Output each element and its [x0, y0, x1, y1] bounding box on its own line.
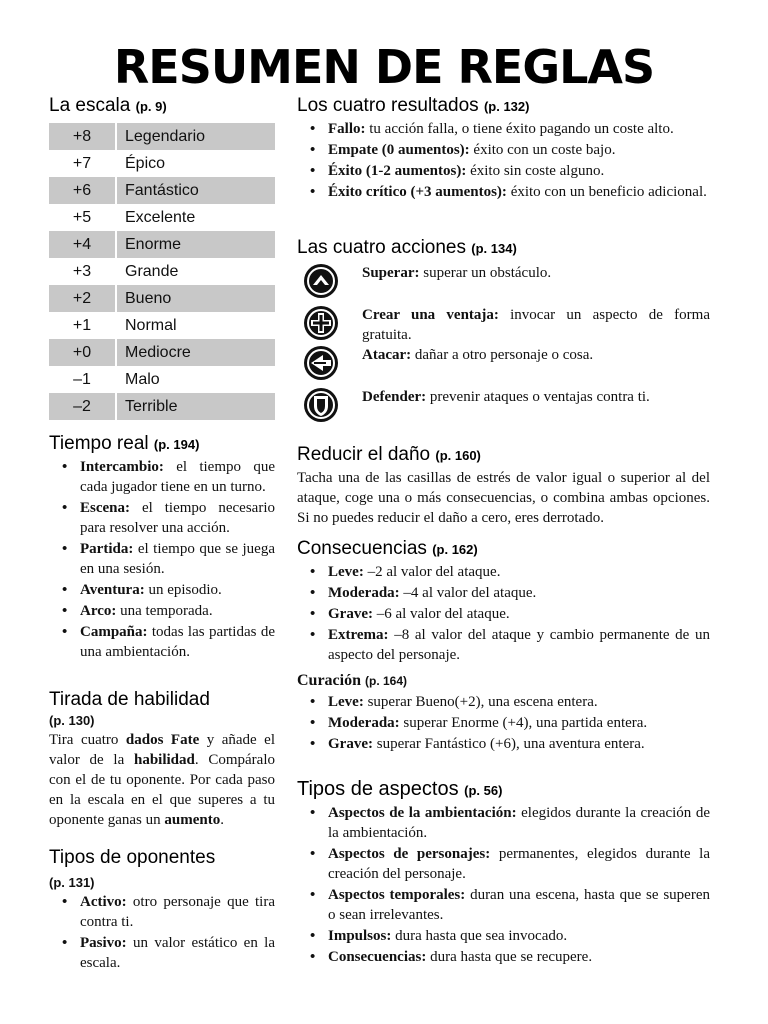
outcomes-list — [297, 119, 710, 202]
action-desc: invocar un aspecto de forma gratuita. — [362, 307, 710, 343]
scale-title: La escala — [49, 95, 131, 116]
action-text — [362, 305, 710, 345]
opponents-item — [49, 933, 275, 973]
outcomes-term: Éxito (1-2 aumentos): — [328, 163, 467, 179]
opponents-text: un valor estático en la escala. — [80, 935, 275, 971]
actions-list — [297, 261, 710, 441]
scale-heading — [49, 94, 275, 119]
action-term: Superar: — [362, 265, 420, 281]
scale-value: +0 — [49, 339, 116, 366]
healing-item — [297, 692, 710, 712]
scale-value: –2 — [49, 393, 116, 420]
action-desc: superar un obstáculo. — [419, 265, 552, 281]
aspects-item — [297, 885, 710, 925]
realtime-text: todas las partidas de una ambientación. — [80, 624, 275, 660]
outcomes-item — [297, 161, 710, 181]
opponents-term: Pasivo: — [80, 935, 127, 951]
overcome-icon — [303, 263, 339, 299]
outcomes-term: Éxito crítico (+3 aumentos): — [328, 184, 507, 200]
opponents-heading: Tipos de oponentes — [49, 847, 216, 868]
action-text — [362, 263, 710, 283]
realtime-heading — [49, 432, 275, 457]
consequences-section — [297, 537, 710, 666]
skillroll-heading: Tirada de habilidad — [49, 689, 210, 710]
scale-row — [49, 366, 275, 393]
aspects-ref: (p. 56) — [464, 783, 503, 798]
skillroll-bold-1: dados Fate — [125, 732, 200, 748]
realtime-term: Arco: — [80, 603, 117, 619]
healing-ref: (p. 164) — [365, 674, 408, 688]
consequences-text: –4 al valor del ataque. — [399, 585, 537, 601]
consequences-text: –2 al valor del ataque. — [363, 564, 501, 580]
outcomes-item — [297, 119, 710, 139]
consequences-title: Consecuencias — [297, 538, 427, 559]
scale-label: Enorme — [116, 231, 275, 258]
scale-label: Terrible — [116, 393, 275, 420]
opponents-section — [49, 846, 275, 974]
outcomes-item — [297, 140, 710, 160]
damage-heading — [297, 443, 710, 468]
realtime-title: Tiempo real — [49, 433, 149, 454]
realtime-section — [49, 432, 275, 663]
scale-value: +6 — [49, 177, 116, 204]
scale-label: Bueno — [116, 285, 275, 312]
scale-value: +3 — [72, 262, 92, 280]
realtime-term: Partida: — [80, 541, 134, 557]
consequences-term: Extrema: — [328, 627, 389, 643]
realtime-list — [49, 457, 275, 662]
skillroll-section — [49, 688, 275, 830]
scale-value: +5 — [72, 208, 92, 226]
consequences-ref: (p. 162) — [432, 542, 478, 557]
outcomes-term: Empate (0 aumentos): — [328, 142, 470, 158]
consequences-item — [297, 625, 710, 665]
scale-label: Normal — [116, 312, 275, 339]
healing-list — [297, 692, 710, 754]
aspects-section — [297, 777, 710, 968]
scale-ref: (p. 9) — [135, 99, 167, 114]
healing-term: Leve: — [328, 694, 364, 710]
action-text — [362, 345, 710, 365]
realtime-text: el tiempo que cada jugador tiene en un turno. — [80, 459, 275, 495]
scale-value: +1 — [72, 316, 92, 334]
scale-row — [49, 231, 275, 258]
healing-text: superar Bueno(+2), una escena entera. — [363, 694, 598, 710]
consequences-term: Moderada: — [328, 585, 400, 601]
skillroll-text-2: y añade el valor de la — [49, 732, 275, 768]
scale-row — [49, 177, 275, 204]
action-term: Atacar: — [362, 347, 412, 363]
consequences-text: –6 al valor del ataque. — [372, 606, 510, 622]
healing-item — [297, 734, 710, 754]
scale-label: Grande — [116, 258, 275, 285]
aspects-heading — [297, 777, 710, 803]
aspects-term: Aspectos de la ambientación: — [328, 805, 517, 821]
scale-value: +7 — [72, 154, 92, 172]
healing-heading — [297, 670, 710, 692]
actions-section — [297, 236, 710, 441]
aspects-term: Consecuencias: — [328, 949, 427, 965]
realtime-text: una temporada. — [116, 603, 213, 619]
scale-label: Épico — [116, 150, 275, 177]
aspects-term: Aspectos de personajes: — [328, 846, 491, 862]
consequences-list — [297, 562, 710, 665]
scale-value: –1 — [73, 370, 91, 388]
realtime-item — [49, 539, 275, 579]
realtime-text: el tiempo que se juega en una sesión. — [80, 541, 275, 577]
realtime-item — [49, 498, 275, 538]
scale-label: Excelente — [116, 204, 275, 231]
aspects-term: Impulsos: — [328, 928, 392, 944]
consequences-text: –8 al valor del ataque y cambio permanente de un aspecto del personaje. — [328, 627, 710, 663]
damage-title: Reducir el daño — [297, 444, 431, 465]
defend-icon — [303, 387, 339, 423]
actions-heading — [297, 236, 710, 261]
outcomes-ref: (p. 132) — [483, 99, 530, 114]
realtime-item — [49, 622, 275, 662]
realtime-item — [49, 580, 275, 600]
scale-row — [49, 393, 275, 420]
healing-term: Grave: — [328, 736, 373, 752]
healing-item — [297, 713, 710, 733]
aspects-term: Aspectos temporales: — [328, 887, 466, 903]
consequences-item — [297, 583, 710, 603]
consequences-item — [297, 604, 710, 624]
damage-section — [297, 443, 710, 528]
scale-row — [49, 204, 275, 231]
damage-ref: (p. 160) — [435, 448, 481, 463]
opponents-ref: (p. 131) — [49, 875, 95, 890]
scale-row — [49, 339, 275, 366]
skillroll-text-1: Tira cuatro — [49, 732, 126, 748]
realtime-text: el tiempo necesario para resolver una acción. — [80, 500, 275, 536]
action-text — [362, 387, 710, 407]
scale-value: +4 — [49, 231, 116, 258]
aspects-text: elegidos durante la creación de la ambientación. — [328, 805, 710, 841]
realtime-text: un episodio. — [144, 582, 222, 598]
consequences-heading — [297, 537, 710, 562]
actions-title: Las cuatro acciones — [297, 237, 466, 258]
realtime-term: Intercambio: — [80, 459, 164, 475]
opponents-term: Activo: — [80, 894, 127, 910]
scale-row — [49, 258, 275, 285]
aspects-text: dura hasta que se recupere. — [426, 949, 593, 965]
damage-text: Tacha una de las casillas de estrés de valor igual o superior al del ataque, coge una o más consecuencias, o combina ambas opciones. Si no puedes reducir el daño a cero, eres derrotado. — [297, 470, 710, 526]
scale-row — [49, 150, 275, 177]
scale-table — [49, 123, 275, 420]
skillroll-ref: (p. 130) — [49, 713, 95, 728]
aspects-text: duran una escena, hasta que se superen o sean irrelevantes. — [328, 887, 710, 923]
actions-ref: (p. 134) — [471, 241, 517, 256]
consequences-term: Leve: — [328, 564, 364, 580]
scale-label: Fantástico — [116, 177, 275, 204]
aspects-item — [297, 947, 710, 967]
scale-row — [49, 312, 275, 339]
aspects-text: permanentes, elegidos durante la creación del personaje. — [328, 846, 711, 882]
outcomes-section — [297, 94, 710, 203]
opponents-text: otro personaje que tira contra ti. — [80, 894, 275, 930]
skillroll-text — [49, 730, 275, 830]
scale-label: Legendario — [116, 123, 275, 150]
healing-text: superar Enorme (+4), una partida entera. — [399, 715, 648, 731]
scale-value: +2 — [49, 285, 116, 312]
action-term: Crear una ventaja: — [362, 307, 499, 323]
scale-value: +8 — [49, 123, 116, 150]
attack-icon — [303, 345, 339, 381]
action-desc: prevenir ataques o ventajas contra ti. — [426, 389, 650, 405]
aspects-item — [297, 803, 710, 843]
action-desc: dañar a otro personaje o cosa. — [411, 347, 594, 363]
aspects-item — [297, 926, 710, 946]
realtime-ref: (p. 194) — [153, 437, 200, 452]
aspects-text: dura hasta que sea invocado. — [391, 928, 568, 944]
outcomes-text: éxito sin coste alguno. — [466, 163, 605, 179]
consequences-term: Grave: — [328, 606, 373, 622]
scale-row — [49, 285, 275, 312]
aspects-list — [297, 803, 710, 967]
healing-text: superar Fantástico (+6), una aventura entera. — [372, 736, 645, 752]
page-title: RESUMEN DE REGLAS — [113, 40, 655, 94]
realtime-term: Aventura: — [80, 582, 145, 598]
create-advantage-icon — [303, 305, 339, 341]
outcomes-term: Fallo: — [328, 121, 366, 137]
skillroll-text-4: . — [220, 812, 224, 828]
skillroll-bold-2: habilidad — [133, 752, 195, 768]
action-term: Defender: — [362, 389, 427, 405]
outcomes-text: tu acción falla, o tiene éxito pagando un coste alto. — [365, 121, 674, 137]
healing-section — [297, 670, 710, 755]
skillroll-bold-3: aumento — [164, 812, 221, 828]
scale-label: Malo — [116, 366, 275, 393]
scale-section — [49, 94, 275, 420]
consequences-item — [297, 562, 710, 582]
scale-row — [49, 123, 275, 150]
realtime-item — [49, 601, 275, 621]
healing-term: Moderada: — [328, 715, 400, 731]
healing-title: Curación — [297, 672, 361, 689]
scale-label: Mediocre — [116, 339, 275, 366]
aspects-title: Tipos de aspectos — [297, 778, 459, 800]
opponents-item — [49, 892, 275, 932]
realtime-term: Campaña: — [80, 624, 148, 640]
outcomes-item — [297, 182, 710, 202]
skillroll-text-3: . Compáralo con el de tu oponente. Por cada paso en la escala en el que superes a tu oponente ganas un — [49, 752, 275, 828]
realtime-term: Escena: — [80, 500, 130, 516]
opponents-list — [49, 892, 275, 973]
aspects-item — [297, 844, 710, 884]
outcomes-text: éxito con un coste bajo. — [469, 142, 616, 158]
realtime-item — [49, 457, 275, 497]
outcomes-heading — [297, 94, 710, 119]
outcomes-text: éxito con un beneficio adicional. — [506, 184, 707, 200]
outcomes-title: Los cuatro resultados — [297, 95, 479, 116]
